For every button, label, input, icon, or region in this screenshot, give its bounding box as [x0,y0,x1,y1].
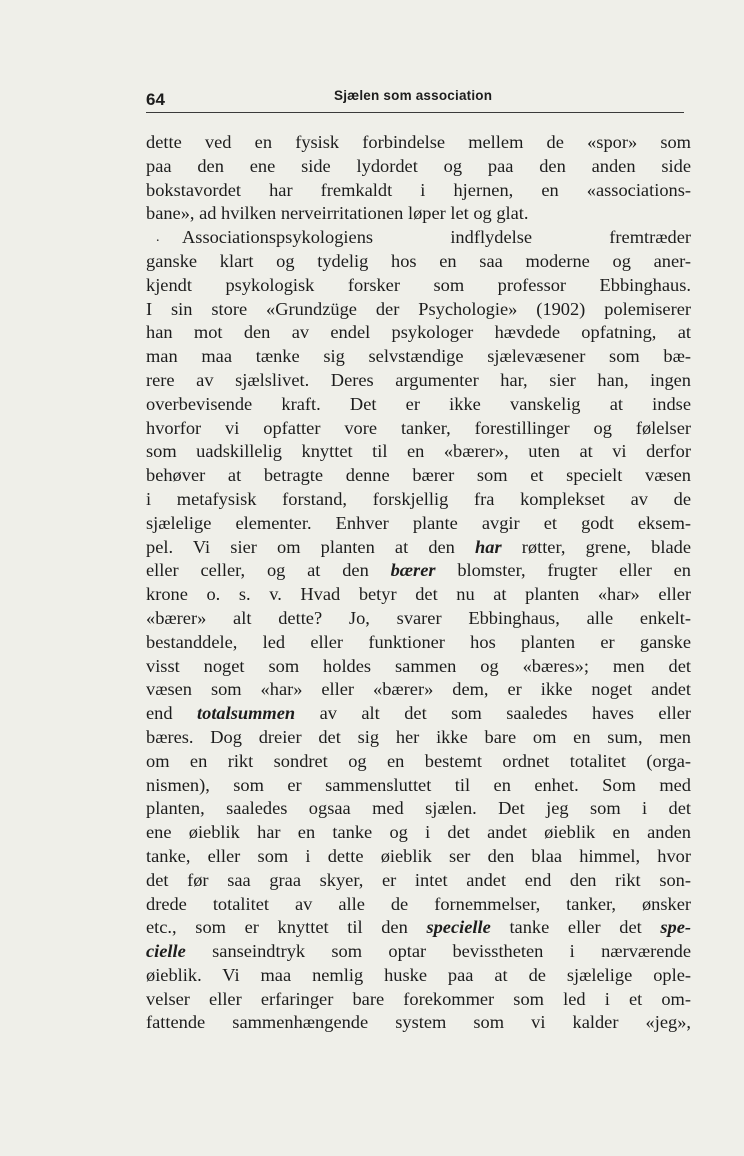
text-line [146,559,691,583]
text-line [146,916,691,940]
text-run: etc., som er knyttet til den [146,917,427,938]
text-line: behøver at betragte denne bærer som et specielt væsen [146,465,691,486]
text-line: ganske klart og tydelig hos en saa moderne og aner- [146,250,691,271]
text-line: sjælelige elementer. Enhver plante avgir et godt eksem- [146,512,691,533]
emphasis: totalsummen [197,703,296,724]
text-line: tanke, eller som i dette øieblik ser den blaa himmel, hvor [146,845,691,866]
text-line: krone o. s. v. Hvad betyr det nu at planten «har» eller [146,584,691,605]
text-line: . Associationspsykologiens indflydelse fremtræder [146,226,691,250]
text-line [146,940,691,964]
running-head: Sjælen som association [334,88,493,103]
text-line: «bærer» alt dette? Jo, svarer Ebbinghaus, alle enkelt- [146,607,691,628]
text-run: røtter, grene, blade [501,536,691,557]
text-line: I sin store «Grundzüge der Psychologie» (1902) polemiserer [146,298,691,319]
text-line: overbevisende kraft. Det er ikke vanskelig at indse [146,393,691,414]
text-line: væsen som «har» eller «bærer» dem, er ikke noget andet [146,679,691,700]
text-line: øieblik. Vi maa nemlig huske paa at de sjælelige ople- [146,964,691,985]
text-line [146,536,691,560]
text-line: velser eller erfaringer bare forekommer som led i et om- [146,988,691,1009]
text-run: end [146,703,198,724]
text-line: om en rikt sondret og en bestemt ordnet totalitet (orga- [146,750,691,771]
text-line: visst noget som holdes sammen og «bæres»; men det [146,655,691,676]
text-run: sanseindtryk som optar bevisstheten i nærværende [185,941,691,962]
page-number: 64 [146,90,165,109]
text-line: fattende sammenhængende system som vi kalder «jeg», [146,1012,691,1033]
text-run: blomster, frugter eller en [435,560,691,581]
text-run: av alt det som saaledes haves eller [295,703,691,724]
text-line: rere av sjælslivet. Deres argumenter har, sier han, ingen [146,369,691,390]
page-header [146,86,684,113]
text-line: man maa tænke sig selvstændige sjælevæsener som bæ- [146,346,691,367]
text-line: det før saa graa skyer, er intet andet end den rikt son- [146,869,691,890]
text-line: bokstavordet har fremkaldt i hjernen, en «associations- [146,179,691,200]
text-line: paa den ene side lydordet og paa den anden side [146,155,691,176]
text-line: drede totalitet av alle de fornemmelser, tanker, ønsker [146,893,691,914]
text-line: planten, saaledes ogsaa med sjælen. Det jeg som i det [146,798,691,819]
text-line: som uadskillelig knyttet til en «bærer», uten at vi derfor [146,441,691,462]
text-line [146,702,691,726]
emphasis: spe- [660,917,691,938]
text-line: ene øieblik har en tanke og i det andet øieblik en anden [146,822,691,843]
text-line: bæres. Dog dreier det sig her ikke bare om en sum, men [146,726,691,747]
text-line: bestanddele, led eller funktioner hos planten er ganske [146,631,691,652]
emphasis: specielle [426,917,491,938]
body-text [146,131,691,1035]
text-line: han mot den av endel psykologer hævdede opfatning, at [146,322,691,343]
text-line: nismen), som er sammensluttet til en enhet. Som med [146,774,691,795]
emphasis: cielle [146,941,186,962]
text-run: eller celler, og at den [146,560,391,581]
text-run: pel. Vi sier om planten at den [146,536,476,557]
emphasis: bærer [390,560,436,581]
text-line: dette ved en fysisk forbindelse mellem de «spor» som [146,132,691,152]
text-line: i metafysisk forstand, forskjellig fra komplekset av de [146,488,691,509]
text-run: tanke eller det [490,917,661,938]
emphasis: har [475,536,502,557]
text-line: hvorfor vi opfatter vore tanker, forestillinger og følelser [146,417,691,438]
text-line: kjendt psykologisk forsker som professor Ebbinghaus. [146,274,691,295]
text-line: bane», ad hvilken nerveirritationen løper let og glat. [146,203,529,224]
